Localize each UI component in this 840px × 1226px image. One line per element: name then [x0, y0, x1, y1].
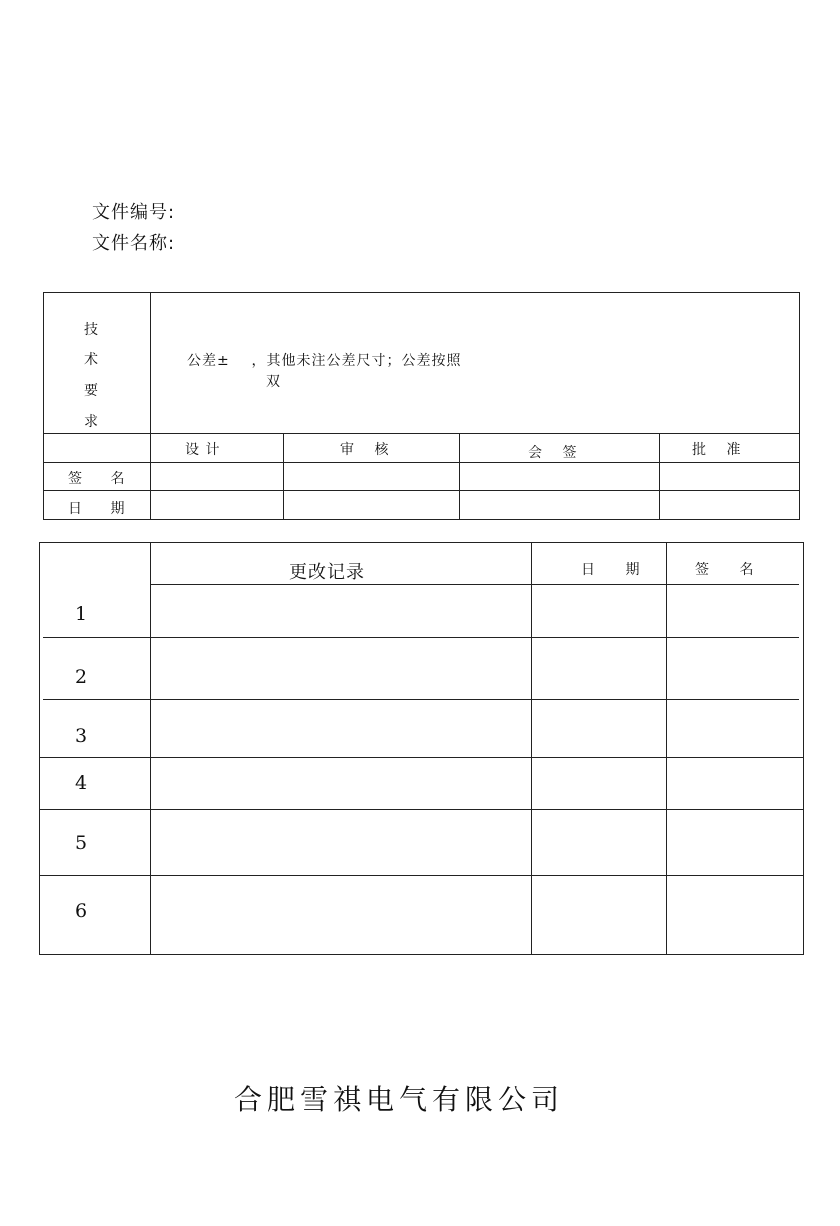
- change-row-number: 2: [75, 666, 88, 688]
- header-review: 审 核: [340, 442, 390, 458]
- tech-requirement-line1: 公差± ，其他未注公差尺寸；公差按照: [187, 353, 462, 369]
- tech-label-char: 术: [84, 352, 99, 368]
- row-signature: 签 名: [68, 471, 126, 487]
- tech-label-char: 技: [84, 322, 99, 338]
- change-table-border: [39, 542, 804, 955]
- approval-table-border: [43, 292, 800, 520]
- company-name: 合肥雪祺电气有限公司: [234, 1083, 565, 1116]
- change-date-header: 日 期: [581, 562, 641, 578]
- file-name-label: 文件名称:: [92, 233, 176, 254]
- tech-label-char: 求: [84, 414, 99, 430]
- change-row-number: 1: [75, 603, 88, 625]
- tech-label-char: 要: [84, 383, 99, 399]
- row-date: 日 期: [68, 501, 126, 517]
- header-design: 设 计: [185, 442, 221, 458]
- header-approve: 批 准: [692, 442, 742, 458]
- change-sign-header: 签 名: [695, 562, 755, 578]
- file-number-label: 文件编号:: [92, 202, 176, 223]
- change-row-number: 5: [75, 832, 88, 854]
- change-row-number: 3: [75, 725, 88, 747]
- change-row-number: 4: [75, 772, 88, 794]
- tech-requirement-line2: 双: [266, 374, 281, 390]
- header-countersign: 会 签: [528, 445, 578, 461]
- change-record-header: 更改记录: [289, 562, 365, 583]
- change-row-number: 6: [75, 900, 88, 922]
